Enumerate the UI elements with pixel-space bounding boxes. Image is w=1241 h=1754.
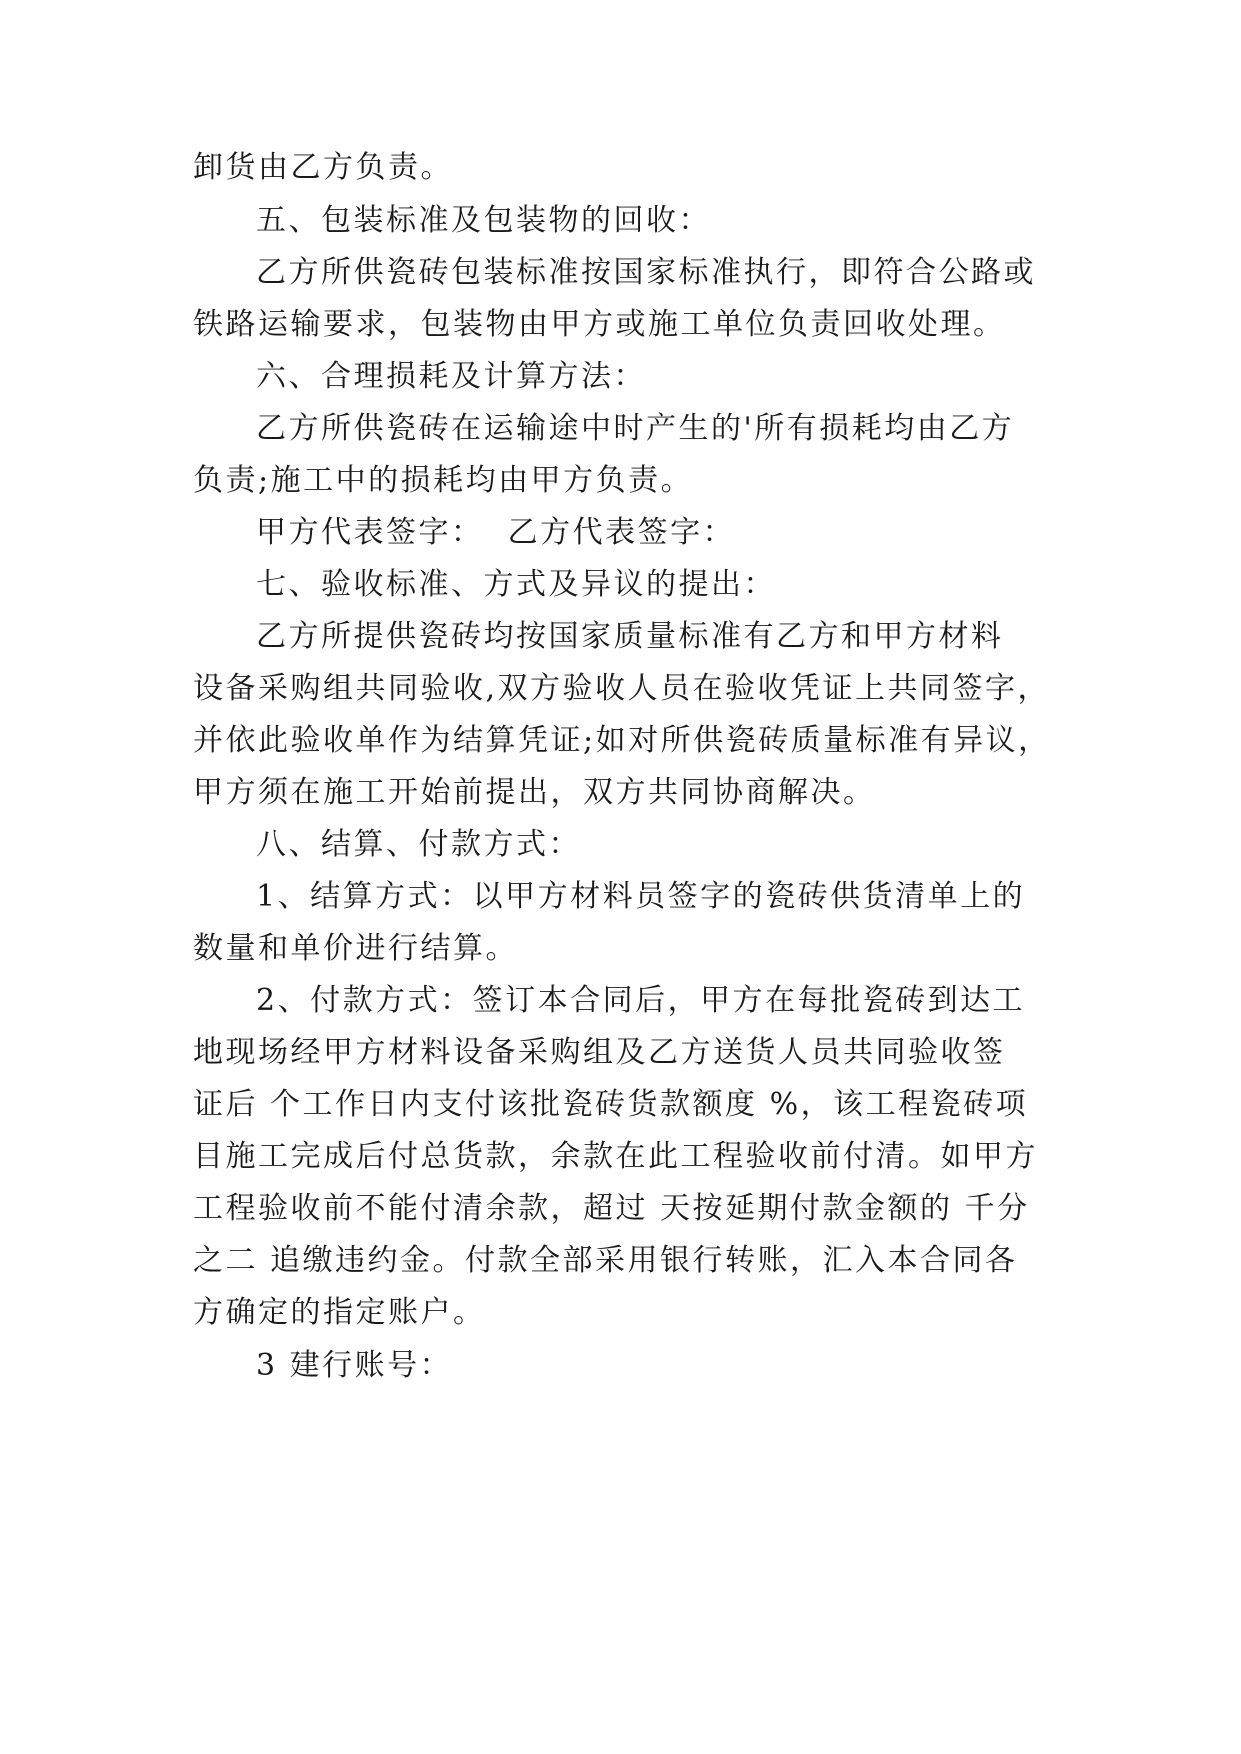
- text-line: 工程验收前不能付清余款，超过 天按延期付款金额的 千分: [193, 1191, 1030, 1226]
- text-line: 乙方所供瓷砖在运输途中时产生的'所有损耗均由乙方: [256, 411, 1015, 446]
- text-line: 证后 个工作日内支付该批瓷砖货款额度 %，该工程瓷砖项: [193, 1087, 1029, 1122]
- text-line: 3 建行账号：: [256, 1348, 453, 1383]
- text-line: 地现场经甲方材料设备采购组及乙方送货人员共同验收签: [193, 1035, 1006, 1070]
- section-heading: 六、合理损耗及计算方法：: [256, 359, 646, 394]
- text-line: 方确定的指定账户。: [193, 1295, 486, 1330]
- text-line: 乙方所提供瓷砖均按国家质量标准有乙方和甲方材料: [256, 619, 1004, 654]
- text-line: 目施工完成后付总货款，余款在此工程验收前付清。如甲方: [193, 1139, 1038, 1174]
- section-heading: 八、结算、付款方式：: [256, 827, 581, 862]
- section-heading: 五、包装标准及包装物的回收：: [256, 203, 711, 238]
- text-line: 1、结算方式：以甲方材料员签字的瓷砖供货清单上的: [256, 879, 1026, 914]
- text-line: 数量和单价进行结算。: [193, 931, 518, 966]
- text-line: 负责;施工中的损耗均由甲方负责。: [193, 463, 694, 498]
- text-line: 之二 追缴违约金。付款全部采用银行转账，汇入本合同各: [193, 1243, 1018, 1278]
- text-line: 卸货由乙方负责。: [193, 150, 453, 185]
- section-heading: 七、验收标准、方式及异议的提出：: [256, 567, 776, 602]
- text-line: 乙方所供瓷砖包装标准按国家标准执行，即符合公路或: [256, 255, 1036, 290]
- text-line: 设备采购组共同验收,双方验收人员在验收凭证上共同签字，: [193, 671, 1051, 706]
- text-line: 甲方须在施工开始前提出，双方共同协商解决。: [193, 775, 876, 810]
- text-line: 并依此验收单作为结算凭证;如对所供瓷砖质量标准有异议，: [193, 723, 1051, 758]
- text-line: 2、付款方式：签订本合同后，甲方在每批瓷砖到达工: [256, 983, 1026, 1018]
- text-line: 铁路运输要求，包装物由甲方或施工单位负责回收处理。: [193, 307, 1006, 342]
- signature-line: 甲方代表签字： 乙方代表签字：: [256, 515, 736, 550]
